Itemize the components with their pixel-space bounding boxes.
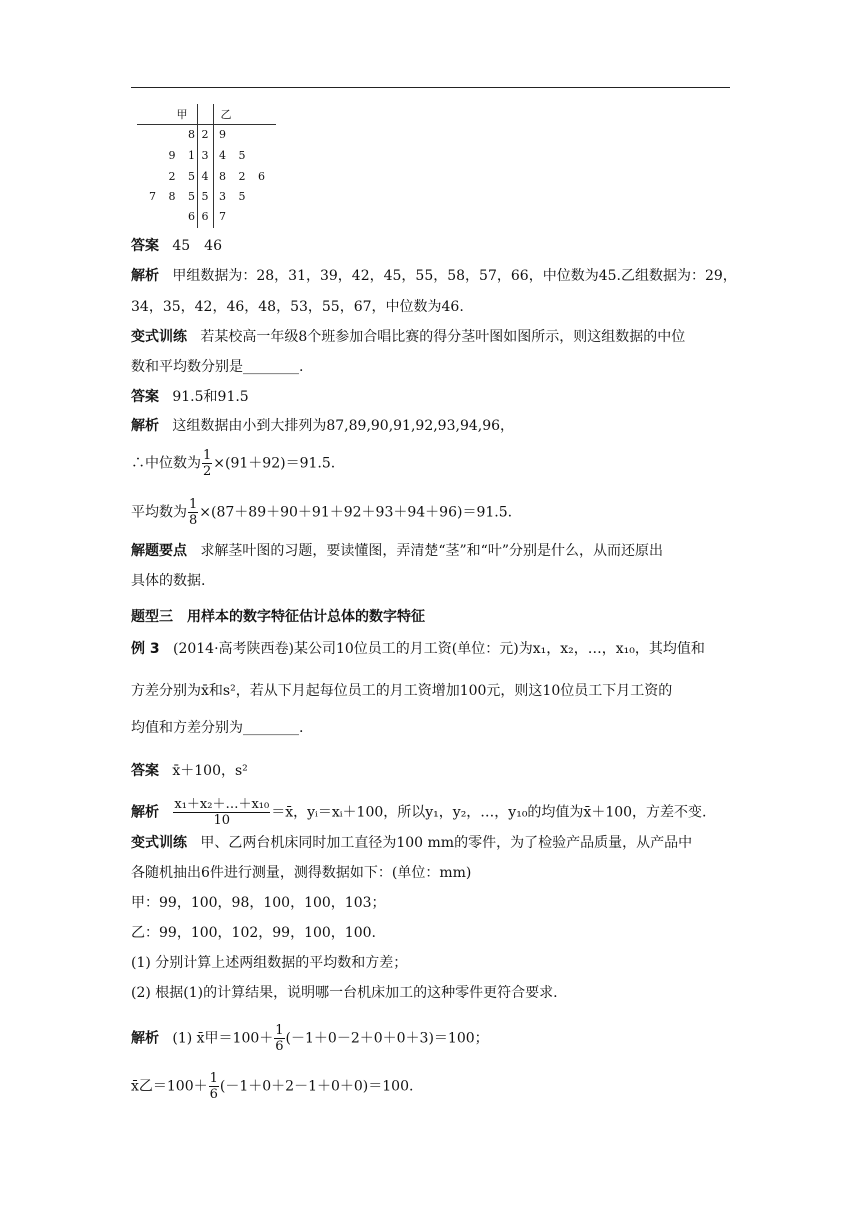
variation-line-3 [131, 832, 692, 854]
row-stem: 5 [201, 190, 209, 203]
text: 数和平均数分别是________. [131, 359, 304, 375]
row-right: 8 2 6 [219, 170, 265, 183]
text: (－1＋0－2＋0＋0＋3)＝100； [285, 1030, 489, 1047]
analysis-line-4 [131, 797, 707, 828]
text: 甲：99，100，98，100，100，103； [131, 895, 386, 911]
text: (1) 分别计算上述两组数据的平均数和方差； [131, 955, 408, 971]
denominator: 10 [213, 813, 231, 828]
numerator: 1 [275, 1023, 284, 1038]
denominator: 8 [189, 513, 198, 528]
answer-line-2 [131, 386, 249, 408]
label: 变式训练 [131, 329, 187, 345]
label: 解析 [131, 804, 159, 821]
example-line-2 [131, 680, 672, 702]
text: (2) 根据(1)的计算结果，说明哪一台机床加工的这种零件更符合要求. [131, 985, 558, 1001]
header-right: 乙 [220, 108, 232, 121]
header-left: 甲 [176, 108, 188, 121]
example-line-3 [131, 717, 303, 739]
text: ×(87＋89＋90＋91＋92＋93＋94＋96)＝91.5. [199, 504, 513, 521]
variation-line-2 [131, 356, 303, 378]
text: 34，35，42，46，48，53，55，67，中位数为46. [131, 299, 464, 315]
text: (－1＋0＋2－1＋0＋0)＝100. [219, 1078, 414, 1095]
example-line-1 [131, 638, 705, 660]
data-line-jia [131, 892, 386, 914]
denominator: 6 [209, 1087, 218, 1102]
row-stem: 6 [201, 210, 209, 223]
text: 平均数为 [131, 504, 187, 521]
text: 方差分别为x̄和s²，若从下月起每位员工的月工资增加100元，则这10位员工下月工资的 [131, 683, 673, 699]
fraction [188, 497, 198, 528]
text: 91.5和91.5 [172, 389, 249, 405]
numerator: 1 [189, 497, 198, 512]
row-left: 6 [188, 210, 195, 223]
text: x̄＋100，s² [172, 763, 248, 779]
mean-line [131, 497, 512, 528]
text: (1) x̄甲＝100＋ [172, 1030, 274, 1047]
text: (2014·高考陕西卷)某公司10位员工的月工资(单位：元)为x₁，x₂，…，x₁₀，其均值和 [172, 641, 705, 657]
key-point-line-1 [131, 540, 663, 562]
label: 答案 [131, 389, 159, 405]
label: 变式训练 [131, 835, 187, 851]
header-rule [131, 87, 730, 88]
row-left: 7 8 5 [149, 190, 195, 203]
stem-divider-right [213, 104, 214, 228]
text: ×(91＋92)＝91.5. [213, 455, 336, 472]
key-point-line-2 [131, 570, 205, 592]
label: 解题要点 [131, 543, 187, 559]
text: ∴中位数为 [131, 455, 201, 472]
text: 45 46 [172, 238, 222, 254]
label: 答案 [131, 238, 159, 254]
question-line-2 [131, 982, 558, 1004]
analysis-line-1 [131, 265, 737, 287]
variation-line-1 [131, 326, 685, 348]
row-right: 7 [219, 210, 226, 223]
answer-line-1 [131, 235, 222, 257]
numerator: 1 [209, 1071, 218, 1086]
row-right: 9 [219, 128, 226, 141]
numerator: 1 [203, 448, 212, 463]
median-line [131, 448, 335, 479]
analysis-line-3 [131, 415, 514, 437]
fraction [209, 1071, 219, 1102]
label: 解析 [131, 268, 159, 284]
denominator: 6 [275, 1039, 284, 1054]
text: 甲、乙两台机床同时加工直径为100 mm的零件，为了检验产品质量，从产品中 [200, 835, 693, 851]
variation-line-4 [131, 862, 471, 884]
text: 均值和方差分别为________. [131, 720, 304, 736]
row-stem: 3 [201, 149, 209, 162]
row-left: 8 [188, 128, 195, 141]
text: 具体的数据. [131, 573, 206, 589]
row-stem: 2 [201, 128, 209, 141]
fraction [173, 797, 270, 828]
question-line-1 [131, 952, 407, 974]
row-right: 4 5 [219, 149, 246, 162]
row-right: 3 5 [219, 190, 246, 203]
text: 各随机抽出6件进行测量，测得数据如下：(单位：mm) [131, 865, 472, 881]
analysis-line-2 [131, 296, 464, 318]
text: x̄乙＝100＋ [131, 1078, 208, 1095]
label: 解析 [131, 418, 159, 434]
analysis-line-5 [131, 1023, 489, 1054]
text: 求解茎叶图的习题，要读懂图，弄清楚“茎”和“叶”分别是什么，从而还原出 [200, 543, 663, 559]
answer-line-3 [131, 760, 248, 782]
stem-leaf-header-rule [137, 124, 276, 125]
text: 乙：99，100，102，99，100，100. [131, 925, 376, 941]
row-stem: 4 [201, 170, 209, 183]
text: 甲组数据为：28，31，39，42，45，55，58，57，66，中位数为45.乙组数据为：29， [172, 268, 737, 284]
text: 若某校高一年级8个班参加合唱比赛的得分茎叶图如图所示，则这组数据的中位 [200, 329, 686, 345]
row-left: 2 5 [168, 170, 195, 183]
denominator: 2 [203, 464, 212, 479]
label: 答案 [131, 763, 159, 779]
label: 解析 [131, 1030, 159, 1047]
label: 例 3 [131, 641, 160, 657]
analysis-line-6 [131, 1071, 413, 1102]
row-left: 9 1 [168, 149, 195, 162]
text: ＝x̄，yᵢ＝xᵢ＋100，所以y₁，y₂，…，y₁₀的均值为x̄＋100，方差不变. [271, 804, 707, 821]
numerator: x₁＋x₂＋…＋x₁₀ [174, 797, 270, 812]
fraction [274, 1023, 284, 1054]
text: 这组数据由小到大排列为87,89,90,91,92,93,94,96， [172, 418, 515, 434]
fraction [202, 448, 212, 479]
data-line-yi [131, 922, 376, 944]
section-heading: 题型三 用样本的数字特征估计总体的数字特征 [131, 609, 425, 625]
